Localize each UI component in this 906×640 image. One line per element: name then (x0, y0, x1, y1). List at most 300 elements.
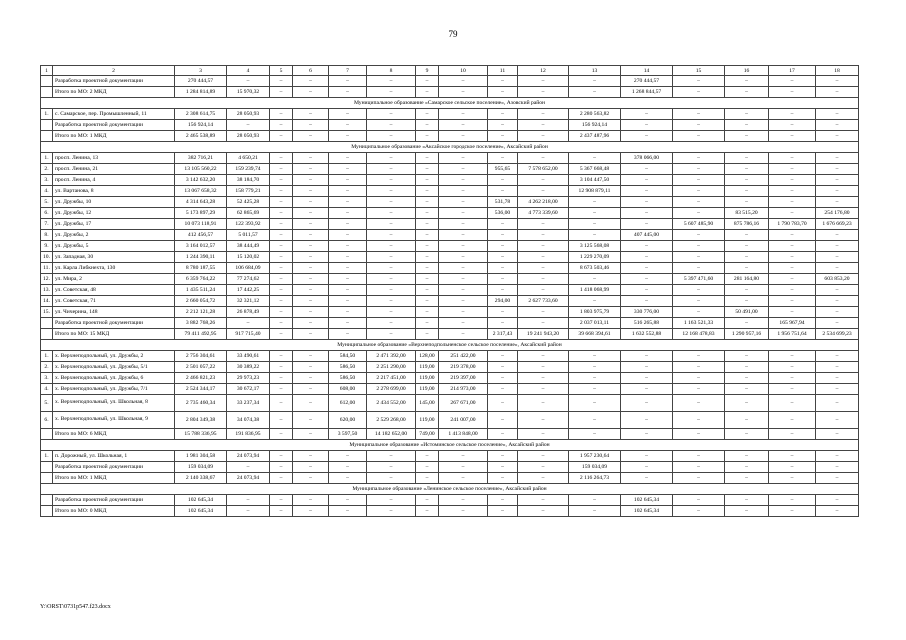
value-cell: – (439, 296, 488, 307)
value-cell: – (227, 318, 270, 329)
value-cell: – (227, 462, 270, 473)
value-cell: – (488, 153, 518, 164)
municipality-heading: Муниципальное образование «Верхнеподпольненское сельское поселение», Аксайский район (41, 340, 859, 351)
value-cell: – (769, 164, 816, 175)
value-cell: – (816, 451, 859, 462)
row-number-cell (41, 462, 53, 473)
value-cell: – (673, 87, 725, 98)
value-cell: – (725, 120, 769, 131)
value-cell: – (816, 473, 859, 484)
value-cell: – (569, 351, 621, 362)
value-cell: – (270, 208, 293, 219)
value-cell: – (293, 473, 329, 484)
value-cell: – (416, 241, 439, 252)
value-cell: – (816, 495, 859, 506)
value-cell: 214 973,00 (439, 384, 488, 395)
value-cell: 251 422,00 (439, 351, 488, 362)
value-cell: – (439, 506, 488, 517)
address-cell: Разработка проектной документации (53, 495, 175, 506)
value-cell: – (673, 506, 725, 517)
value-cell: – (293, 318, 329, 329)
value-cell: – (439, 274, 488, 285)
row-number-cell: 6. (41, 208, 53, 219)
value-cell: 2 466 821,23 (175, 373, 227, 384)
value-cell: 531,78 (488, 197, 518, 208)
value-cell: – (518, 506, 569, 517)
value-cell: 19 241 943,20 (518, 329, 569, 340)
value-cell: – (569, 495, 621, 506)
value-cell: – (329, 131, 367, 142)
value-cell: – (293, 412, 329, 429)
value-cell: 12 908 879,11 (569, 186, 621, 197)
table-row (41, 495, 859, 506)
value-cell: – (621, 362, 673, 373)
value-cell: – (673, 285, 725, 296)
value-cell: – (416, 252, 439, 263)
value-cell: – (769, 506, 816, 517)
address-cell: ул. Советская, 71 (53, 296, 175, 307)
value-cell: – (816, 197, 859, 208)
value-cell: – (329, 120, 367, 131)
address-cell: Разработка проектной документации (53, 462, 175, 473)
value-cell: 412 456,57 (175, 230, 227, 241)
table-row (41, 362, 859, 373)
value-cell: – (621, 263, 673, 274)
table-row (41, 351, 859, 362)
table-row (41, 384, 859, 395)
value-cell: – (518, 274, 569, 285)
value-cell: 28 050,93 (227, 109, 270, 120)
row-number-cell: 1. (41, 153, 53, 164)
value-cell: – (416, 164, 439, 175)
value-cell: – (673, 120, 725, 131)
row-number-cell (41, 495, 53, 506)
address-cell: ул. Советская, 48 (53, 285, 175, 296)
address-cell: с. Самарское, пер. Промышленный, 11 (53, 109, 175, 120)
value-cell: – (367, 252, 416, 263)
value-cell: – (518, 451, 569, 462)
municipality-heading: Муниципальное образование «Аксайское городское поселение», Аксайский район (41, 142, 859, 153)
value-cell: – (816, 307, 859, 318)
value-cell: – (769, 451, 816, 462)
row-number-cell: 5. (41, 197, 53, 208)
value-cell: – (367, 87, 416, 98)
row-number-cell: 6. (41, 412, 53, 429)
value-cell: – (725, 412, 769, 429)
value-cell: 122 393,92 (227, 219, 270, 230)
row-number-cell: 3. (41, 373, 53, 384)
value-cell: 17 442,25 (227, 285, 270, 296)
value-cell: 34 074,38 (227, 412, 270, 429)
value-cell: – (621, 451, 673, 462)
value-cell: – (293, 329, 329, 340)
value-cell: – (769, 252, 816, 263)
value-cell: – (518, 473, 569, 484)
value-cell: – (488, 362, 518, 373)
value-cell: – (329, 219, 367, 230)
value-cell: – (769, 230, 816, 241)
value-cell: – (673, 186, 725, 197)
value-cell: 119,00 (416, 412, 439, 429)
value-cell: – (621, 274, 673, 285)
value-cell: – (270, 506, 293, 517)
value-cell: 119,00 (416, 373, 439, 384)
value-cell: – (329, 318, 367, 329)
value-cell: – (816, 76, 859, 87)
value-cell: 2 627 733,60 (518, 296, 569, 307)
value-cell: – (518, 120, 569, 131)
value-cell: – (569, 208, 621, 219)
value-cell: – (416, 307, 439, 318)
value-cell: – (518, 307, 569, 318)
value-cell: – (293, 219, 329, 230)
table-row (41, 164, 859, 175)
value-cell: – (621, 186, 673, 197)
value-cell: – (816, 153, 859, 164)
value-cell: 159 239,74 (227, 164, 270, 175)
value-cell: – (725, 362, 769, 373)
value-cell: 382 716,21 (175, 153, 227, 164)
value-cell: – (293, 153, 329, 164)
value-cell: 3 142 632,20 (175, 175, 227, 186)
value-cell: – (673, 197, 725, 208)
value-cell: – (569, 412, 621, 429)
row-number-cell: 1. (41, 109, 53, 120)
value-cell: – (416, 506, 439, 517)
value-cell: 10 073 118,91 (175, 219, 227, 230)
value-cell: – (621, 164, 673, 175)
table-row (41, 186, 859, 197)
address-cell: Разработка проектной документации (53, 76, 175, 87)
value-cell: 4 773 339,60 (518, 208, 569, 219)
value-cell: – (621, 429, 673, 440)
value-cell: – (270, 395, 293, 412)
value-cell: – (816, 175, 859, 186)
value-cell: – (329, 109, 367, 120)
value-cell: – (816, 429, 859, 440)
value-cell: – (769, 76, 816, 87)
section-row (41, 98, 859, 109)
value-cell: 1 981 304,58 (175, 451, 227, 462)
value-cell: – (725, 230, 769, 241)
value-cell: – (816, 462, 859, 473)
value-cell: 749,00 (416, 429, 439, 440)
value-cell: – (270, 384, 293, 395)
value-cell: – (416, 318, 439, 329)
value-cell: – (725, 384, 769, 395)
value-cell: 586,50 (329, 373, 367, 384)
column-number: 14 (621, 66, 673, 76)
value-cell: – (518, 76, 569, 87)
value-cell: – (673, 175, 725, 186)
value-cell: – (293, 208, 329, 219)
value-cell: – (439, 495, 488, 506)
value-cell: – (725, 153, 769, 164)
value-cell: – (673, 109, 725, 120)
value-cell: – (518, 351, 569, 362)
value-cell: 83 515,20 (725, 208, 769, 219)
value-cell: – (367, 506, 416, 517)
value-cell: – (293, 351, 329, 362)
value-cell: – (488, 109, 518, 120)
value-cell: 1 284 814,89 (175, 87, 227, 98)
value-cell: – (416, 329, 439, 340)
value-cell: 3 104 447,50 (569, 175, 621, 186)
row-number-cell (41, 329, 53, 340)
value-cell: 2 471 392,00 (367, 351, 416, 362)
value-cell: – (725, 109, 769, 120)
value-cell: – (518, 241, 569, 252)
address-cell: х. Верхнеподпольный, ул. Школьная, 9 (53, 412, 175, 429)
value-cell: – (439, 285, 488, 296)
table-row (41, 120, 859, 131)
value-cell: – (725, 164, 769, 175)
value-cell: – (227, 76, 270, 87)
value-cell: – (293, 462, 329, 473)
value-cell: 2 308 614,75 (175, 109, 227, 120)
value-cell: 2 534 699,23 (816, 329, 859, 340)
value-cell: – (270, 230, 293, 241)
value-cell: 38 184,70 (227, 175, 270, 186)
value-cell: – (673, 495, 725, 506)
table-row (41, 87, 859, 98)
value-cell: – (293, 263, 329, 274)
value-cell: 2 804 349,38 (175, 412, 227, 429)
value-cell: 1 268 844,57 (621, 87, 673, 98)
value-cell: – (569, 219, 621, 230)
value-cell: – (329, 329, 367, 340)
value-cell: 270 444,57 (621, 76, 673, 87)
value-cell: 2 434 552,00 (367, 395, 416, 412)
value-cell: – (673, 351, 725, 362)
value-cell: 33 490,61 (227, 351, 270, 362)
value-cell: – (293, 495, 329, 506)
value-cell: – (621, 109, 673, 120)
value-cell: – (769, 395, 816, 412)
value-cell: 28 050,93 (227, 131, 270, 142)
value-cell: – (367, 329, 416, 340)
value-cell: – (293, 395, 329, 412)
value-cell: – (725, 241, 769, 252)
table-row (41, 412, 859, 429)
value-cell: – (329, 506, 367, 517)
value-cell: – (725, 495, 769, 506)
value-cell: – (569, 506, 621, 517)
value-cell: – (488, 285, 518, 296)
value-cell: 1 632 552,88 (621, 329, 673, 340)
value-cell: 241 007,00 (439, 412, 488, 429)
value-cell: – (518, 429, 569, 440)
value-cell: – (673, 230, 725, 241)
value-cell: – (769, 495, 816, 506)
value-cell: – (416, 175, 439, 186)
column-number: 3 (175, 66, 227, 76)
value-cell: 4 262 218,00 (518, 197, 569, 208)
value-cell: – (293, 506, 329, 517)
value-cell: – (329, 252, 367, 263)
value-cell: 1 957 230,64 (569, 451, 621, 462)
value-cell: 159 034,09 (175, 462, 227, 473)
value-cell: – (769, 285, 816, 296)
value-cell: – (439, 175, 488, 186)
address-cell: Итого по МО: 2 МКД (53, 87, 175, 98)
value-cell: – (416, 120, 439, 131)
value-cell: – (621, 252, 673, 263)
value-cell: – (621, 296, 673, 307)
value-cell: – (769, 109, 816, 120)
value-cell: – (293, 296, 329, 307)
value-cell: – (293, 241, 329, 252)
value-cell: – (439, 87, 488, 98)
value-cell: – (518, 131, 569, 142)
value-cell: – (673, 395, 725, 412)
address-cell: Итого по МО: 15 МКД (53, 329, 175, 340)
value-cell: – (416, 109, 439, 120)
address-cell: Итого по МО: 1 МКД (53, 131, 175, 142)
value-cell: 219 397,00 (439, 373, 488, 384)
address-cell: х. Верхнеподпольный, ул. Дружбы, 6 (53, 373, 175, 384)
address-cell: х. Верхнеподпольный, ул. Дружбы, 5/1 (53, 362, 175, 373)
table-row (41, 462, 859, 473)
row-number-cell: 11. (41, 263, 53, 274)
value-cell: – (816, 120, 859, 131)
value-cell: – (329, 186, 367, 197)
value-cell: – (816, 506, 859, 517)
value-cell: – (439, 462, 488, 473)
row-number-cell (41, 473, 53, 484)
value-cell: – (569, 429, 621, 440)
value-cell: – (367, 120, 416, 131)
value-cell: 102 645,34 (621, 506, 673, 517)
value-cell: – (270, 495, 293, 506)
value-cell: – (621, 120, 673, 131)
table-row (41, 263, 859, 274)
value-cell: – (769, 362, 816, 373)
value-cell: 6 359 764,22 (175, 274, 227, 285)
table-row (41, 153, 859, 164)
row-number-cell (41, 87, 53, 98)
address-cell: Итого по МО: 6 МКД (53, 429, 175, 440)
value-cell: 165 967,94 (769, 318, 816, 329)
value-cell: – (329, 241, 367, 252)
value-cell: 1 163 521,33 (673, 318, 725, 329)
value-cell: 330 776,00 (621, 307, 673, 318)
value-cell: – (270, 274, 293, 285)
value-cell: – (488, 351, 518, 362)
table-row (41, 329, 859, 340)
value-cell: – (725, 87, 769, 98)
row-number-cell (41, 318, 53, 329)
municipality-heading: Муниципальное образование «Самарское сельское поселение», Азовский район (41, 98, 859, 109)
row-number-cell: 15. (41, 307, 53, 318)
value-cell: – (416, 197, 439, 208)
row-number-cell: 12. (41, 274, 53, 285)
value-cell: – (270, 451, 293, 462)
value-cell: – (270, 362, 293, 373)
value-cell: – (270, 252, 293, 263)
value-cell: – (329, 296, 367, 307)
value-cell: – (769, 274, 816, 285)
value-cell: – (769, 373, 816, 384)
value-cell: 26 878,49 (227, 307, 270, 318)
value-cell: – (816, 230, 859, 241)
value-cell: 102 645,34 (175, 506, 227, 517)
value-cell: – (725, 318, 769, 329)
address-cell: Разработка проектной документации (53, 318, 175, 329)
value-cell: – (488, 307, 518, 318)
value-cell: – (488, 384, 518, 395)
value-cell: – (416, 296, 439, 307)
value-cell: – (725, 351, 769, 362)
value-cell: – (488, 429, 518, 440)
value-cell: – (769, 412, 816, 429)
value-cell: – (488, 318, 518, 329)
value-cell: 1 244 390,11 (175, 252, 227, 263)
value-cell: – (416, 153, 439, 164)
value-cell: 2 660 054,72 (175, 296, 227, 307)
value-cell: – (569, 153, 621, 164)
value-cell: – (329, 473, 367, 484)
value-cell: – (488, 230, 518, 241)
value-cell: – (725, 429, 769, 440)
value-cell: – (367, 131, 416, 142)
table-row (41, 451, 859, 462)
value-cell: 30 672,17 (227, 384, 270, 395)
value-cell: – (769, 384, 816, 395)
value-cell: – (725, 197, 769, 208)
address-cell: Разработка проектной документации (53, 120, 175, 131)
value-cell: 158 779,21 (227, 186, 270, 197)
value-cell: – (621, 285, 673, 296)
value-cell: – (416, 473, 439, 484)
table-row (41, 274, 859, 285)
value-cell: – (367, 219, 416, 230)
section-row (41, 484, 859, 495)
value-cell: – (329, 230, 367, 241)
value-cell: – (725, 252, 769, 263)
value-cell: – (488, 87, 518, 98)
value-cell: 2 116 264,73 (569, 473, 621, 484)
value-cell: – (621, 208, 673, 219)
value-cell: 15 120,02 (227, 252, 270, 263)
value-cell: – (488, 120, 518, 131)
address-cell: п. Дорожный, ул. Школьная, 1 (53, 451, 175, 462)
value-cell: – (816, 373, 859, 384)
value-cell: – (769, 241, 816, 252)
value-cell: – (569, 197, 621, 208)
table-row (41, 429, 859, 440)
value-cell: – (488, 263, 518, 274)
value-cell: – (416, 230, 439, 241)
value-cell: – (673, 208, 725, 219)
column-number: 16 (725, 66, 769, 76)
value-cell: 2 437 487,96 (569, 131, 621, 142)
address-cell: ул. Дружбы, 12 (53, 208, 175, 219)
value-cell: – (439, 307, 488, 318)
column-number: 18 (816, 66, 859, 76)
value-cell: 15 970,32 (227, 87, 270, 98)
column-number: 10 (439, 66, 488, 76)
value-cell: – (725, 131, 769, 142)
value-cell: – (270, 473, 293, 484)
value-cell: – (518, 412, 569, 429)
value-cell: – (673, 384, 725, 395)
value-cell: 586,50 (329, 362, 367, 373)
value-cell: – (725, 175, 769, 186)
value-cell: – (367, 495, 416, 506)
value-cell: – (621, 175, 673, 186)
value-cell: – (227, 506, 270, 517)
